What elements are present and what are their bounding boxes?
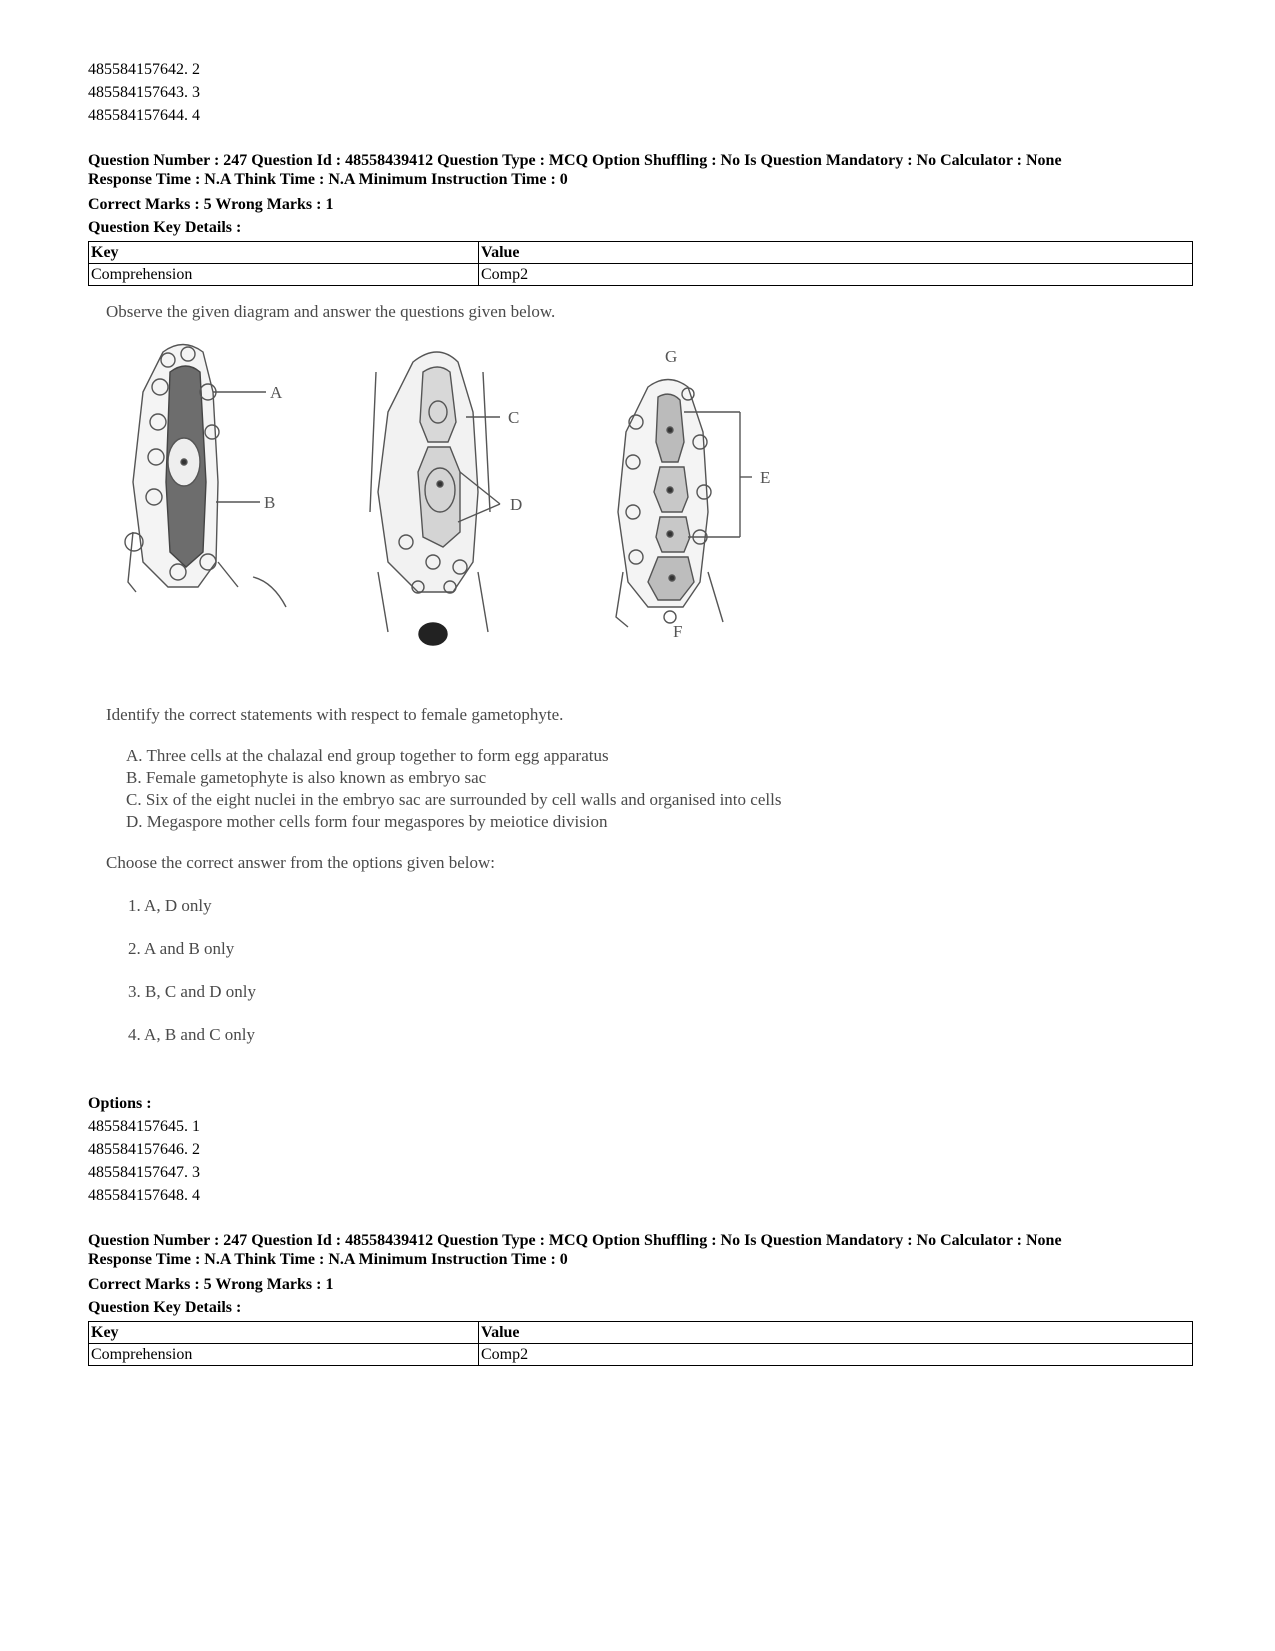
diagram-instruction: Observe the given diagram and answer the questions given below. (106, 302, 556, 321)
statement-a: A. Three cells at the chalazal end group together to form egg apparatus (126, 746, 609, 765)
choice-2: 2. A and B only (128, 939, 235, 958)
question-header (88, 151, 1198, 286)
table-header-key: Key (89, 242, 479, 264)
options-section (88, 1092, 1198, 1207)
option-line: 485584157646. 2 (88, 1141, 200, 1158)
diagram-label-a: A (270, 383, 283, 402)
options-label: Options : (88, 1095, 152, 1112)
embryo-sac-diagram (88, 332, 1088, 692)
diagram-embryo-sac-development (616, 380, 752, 628)
option-line: 485584157642. 2 (88, 61, 200, 78)
table-header-key: Key (89, 1322, 479, 1344)
question-meta-line-1: Question Number : 247 Question Id : 48558439412 Question Type : MCQ Option Shuffling : No Is Question Mandatory : No Calculator : None (88, 152, 1062, 169)
previous-options-list (88, 58, 1198, 127)
question-header (88, 1231, 1198, 1366)
key-details-label: Question Key Details : (88, 1299, 242, 1316)
table-row (89, 1344, 1193, 1366)
table-header-row (89, 1322, 1193, 1344)
option-line: 485584157648. 4 (88, 1187, 200, 1204)
table-cell-key: Comprehension (89, 264, 479, 286)
choice-1: 1. A, D only (128, 896, 212, 915)
diagram-label-d: D (510, 495, 523, 514)
table-header-value: Value (479, 1322, 1193, 1344)
choose-instruction: Choose the correct answer from the options given below: (106, 853, 496, 872)
question-meta-line-2: Response Time : N.A Think Time : N.A Minimum Instruction Time : 0 (88, 171, 568, 188)
statement-b: B. Female gametophyte is also known as embryo sac (126, 768, 487, 787)
key-details-table (88, 241, 1193, 286)
diagram-label-e: E (760, 468, 771, 487)
table-cell-value: Comp2 (479, 264, 1193, 286)
option-line: 485584157645. 1 (88, 1118, 200, 1135)
table-header-value: Value (479, 242, 1193, 264)
marks-line: Correct Marks : 5 Wrong Marks : 1 (88, 1276, 334, 1293)
choice-3: 3. B, C and D only (128, 982, 256, 1001)
table-cell-value: Comp2 (479, 1344, 1193, 1366)
option-line: 485584157643. 3 (88, 84, 200, 101)
marks-line: Correct Marks : 5 Wrong Marks : 1 (88, 196, 334, 213)
question-meta-line-2: Response Time : N.A Think Time : N.A Minimum Instruction Time : 0 (88, 1251, 568, 1268)
diagram-label-f: F (673, 622, 683, 641)
statement-d: D. Megaspore mother cells form four megaspores by meiotice division (126, 812, 608, 831)
table-header-row (89, 242, 1193, 264)
table-cell-key: Comprehension (89, 1344, 479, 1366)
table-row (89, 264, 1193, 286)
statement-c: C. Six of the eight nuclei in the embryo sac are surrounded by cell walls and organised into cells (126, 790, 782, 809)
document-page (88, 58, 1198, 1366)
option-line: 485584157644. 4 (88, 107, 200, 124)
choice-4: 4. A, B and C only (128, 1025, 256, 1044)
question-meta-line-1: Question Number : 247 Question Id : 48558439412 Question Type : MCQ Option Shuffling : No Is Question Mandatory : No Calculator : None (88, 1232, 1062, 1249)
diagram-megaspore-mother-cell (125, 345, 286, 608)
diagram-label-c: C (508, 408, 520, 427)
diagram-label-g: G (665, 347, 678, 366)
key-details-table (88, 1321, 1193, 1366)
diagram-label-b: B (264, 493, 276, 512)
diagram-megaspore-tetrad (370, 352, 500, 645)
option-line: 485584157647. 3 (88, 1164, 200, 1181)
key-details-label: Question Key Details : (88, 219, 242, 236)
question-prompt: Identify the correct statements with respect to female gametophyte. (106, 705, 564, 724)
question-image (88, 302, 1088, 1092)
